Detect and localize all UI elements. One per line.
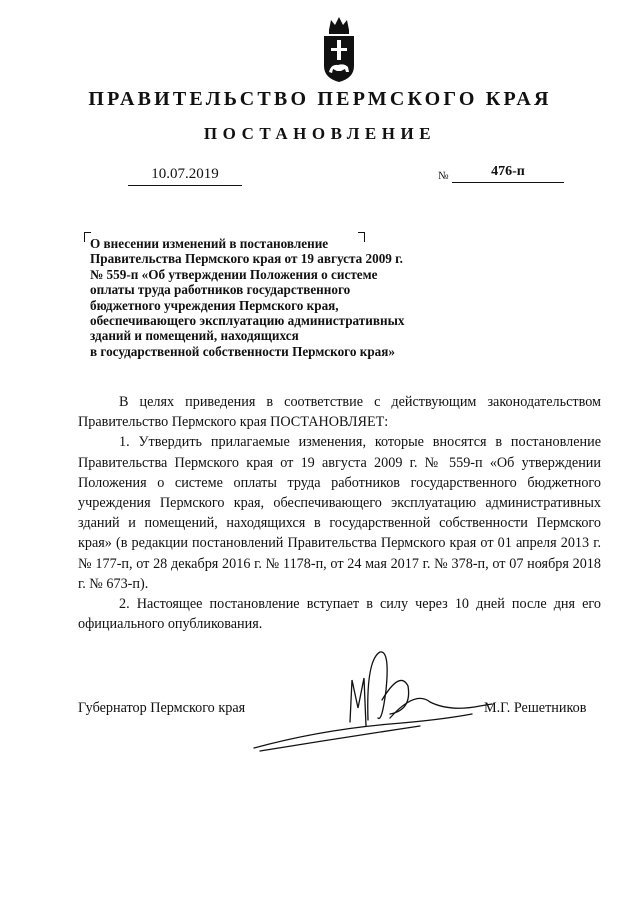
signatory-position: Губернатор Пермского края — [78, 700, 246, 716]
signatory-name: М.Г. Решетников — [484, 700, 587, 716]
subject-line: обеспечивающего эксплуатацию административных — [90, 313, 405, 329]
perm-krai-coat-of-arms-icon — [318, 14, 360, 84]
item-2-paragraph: 2. Настоящее постановление вступает в силу через 10 дней после дня его официального опубликования. — [78, 596, 601, 633]
document-subject — [90, 236, 470, 359]
subject-line: оплаты труда работников государственного — [90, 282, 351, 298]
number-sign: № — [438, 170, 449, 182]
subject-line: бюджетного учреждения Пермского края, — [90, 297, 339, 313]
subject-line: в государственной собственности Пермского края» — [90, 343, 395, 359]
preamble-paragraph: В целях приведения в соответствие с действующим законодательством Правительство Пермского края ПОСТАНОВЛЯЕТ: — [78, 394, 601, 431]
document-body — [78, 392, 601, 634]
handwritten-signature — [240, 630, 500, 760]
document-type-title: ПОСТАНОВЛЕНИЕ — [203, 124, 437, 143]
subject-line: зданий и помещений, находящихся — [90, 328, 299, 344]
subject-line: № 559-п «Об утверждении Положения о системе — [90, 266, 378, 282]
subject-line: О внесении изменений в постановление — [90, 236, 329, 251]
subject-line: Правительства Пермского края от 19 августа 2009 г. — [90, 251, 403, 267]
document-date: 10.07.2019 — [128, 166, 242, 186]
item-1-paragraph: 1. Утвердить прилагаемые изменения, которые вносятся в постановление Правительства Пермского края от 19 августа 2009 г. № 559-п «Об утверждении Положения о системе оплаты труда работников государственного бюджетного учреждения Пермского края, обеспечивающего эксплуатацию административных зданий и помещений, находящихся в государственной собственности Пермского края» (в редакции постановлений Правительства Пермского края от 01 апреля 2013 г. № 177-п, от 28 декабря 2016 г. № 1178-п, от 24 мая 2017 г. № 378-п, от 07 ноября 2018 г. № 673-п). — [78, 434, 601, 592]
document-number: 476-п — [452, 164, 564, 183]
government-title: ПРАВИТЕЛЬСТВО ПЕРМСКОГО КРАЯ — [88, 88, 552, 110]
